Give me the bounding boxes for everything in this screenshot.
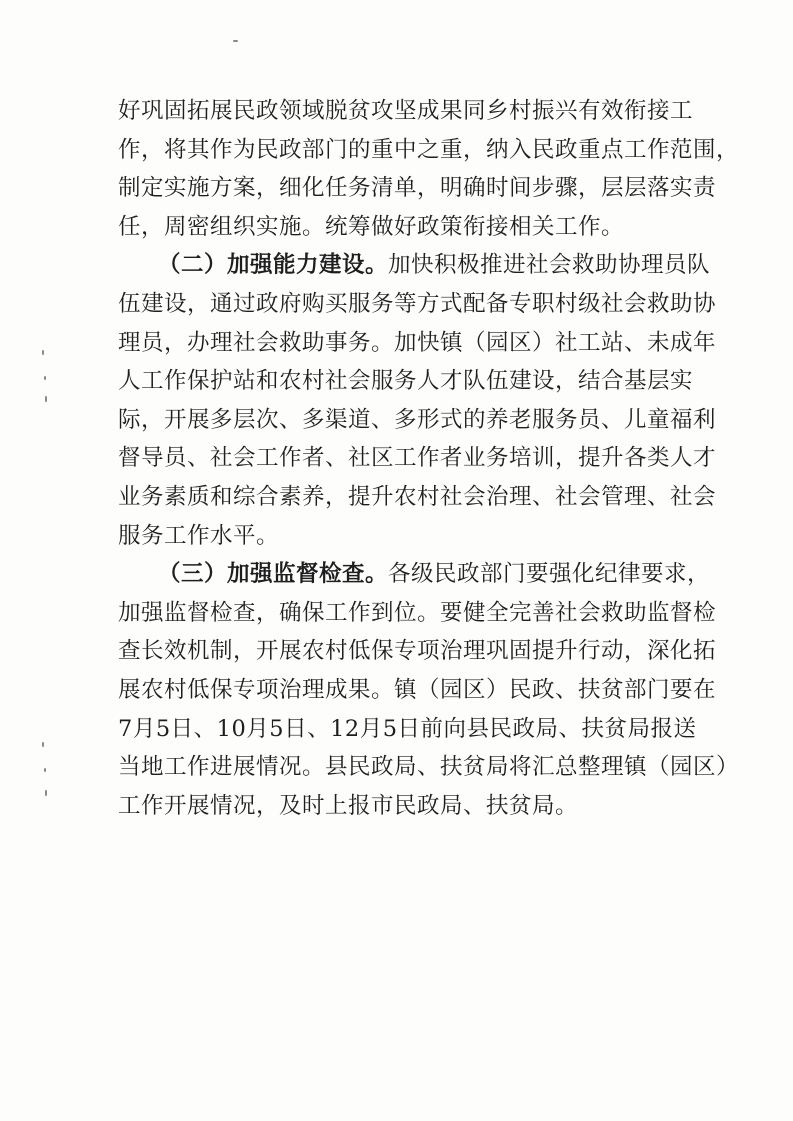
text-line [118,246,711,285]
scan-speck [44,376,46,380]
paragraph-supervision [118,555,740,825]
text-line: 任，周密组织实施。统筹做好政策衔接相关工作。 [118,213,625,240]
section-heading: （三）加强监督检查。 [158,561,389,588]
text-line: 查长效机制，开展农村低保专项治理巩固提升行动，深化拓 [118,638,717,665]
text-line: 当地工作进展情况。县民政局、扶贫局将汇总整理镇（园区） [118,754,740,781]
text-line: 好巩固拓展民政领域脱贫攻坚成果同乡村振兴有效衔接工 [118,98,694,124]
text-line: 业务素质和综合素养，提升农村社会治理、社会管理、社会 [118,483,717,510]
text-line: 伍建设，通过政府购买服务等方式配备专职村级社会救助协 [118,290,717,317]
scan-speck [42,350,44,355]
scan-speck [44,768,46,772]
paragraph-continuation [118,92,740,246]
text-line: 制定实施方案，细化任务清单，明确时间步骤，层层落实责 [118,175,717,202]
text-line: 人工作保护站和农村社会服务人才队伍建设，结合基层实 [118,368,694,395]
text-line-rest: 加快积极推进社会救助协理员队 [388,252,711,279]
scan-speck [45,790,47,796]
text-line: 加强监督检查，确保工作到位。要健全完善社会救助监督检 [118,599,717,626]
paragraph-capacity-building [118,246,717,555]
text-line: 工作开展情况，及时上报市民政局、扶贫局。 [118,792,579,819]
text-line-rest: 各级民政部门要强化纪律要求， [388,561,711,588]
document-body [118,92,740,825]
section-heading: （二）加强能力建设。 [158,252,389,279]
scan-speck [233,40,238,42]
text-line: 展农村低保专项治理成果。镇（园区）民政、扶贫部门要在 [118,676,717,703]
text-line: 督导员、社会工作者、社区工作者业务培训，提升各类人才 [118,445,717,472]
text-line: 理员，办理社会救助事务。加快镇（园区）社工站、未成年 [118,329,717,356]
text-line: 7月5日、10月5日、12月5日前向县民政局、扶贫局报送 [118,715,697,742]
scan-speck [42,742,44,747]
text-line [118,555,711,594]
text-line: 际，开展多层次、多渠道、多形式的养老服务员、儿童福利 [118,406,717,433]
text-line: 服务工作水平。 [118,522,280,549]
scan-speck [45,396,47,402]
text-line: 作，将其作为民政部门的重中之重，纳入民政重点工作范围， [118,136,740,163]
